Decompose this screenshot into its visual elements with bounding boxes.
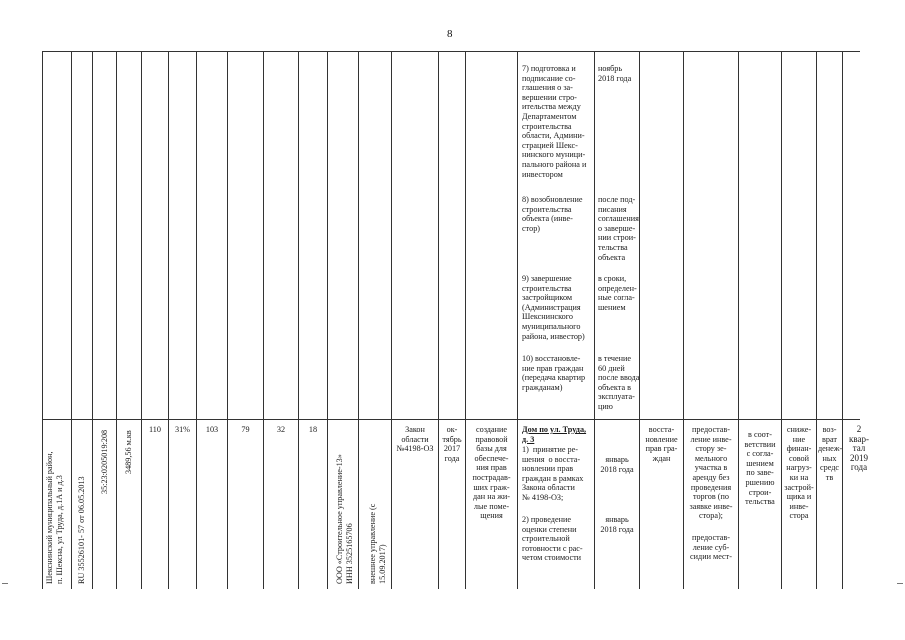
col-line xyxy=(594,51,595,589)
col-line xyxy=(42,51,43,589)
accordance-cell: в соот- ветствии с согла- шением по заве- ршению строи- тельства xyxy=(744,430,776,507)
law-cell: Закон области №4198-ОЗ xyxy=(396,425,434,454)
col-line xyxy=(816,51,817,589)
col-line xyxy=(842,51,843,589)
measures-1-cell: предостав- ление инве- стору зе- мельного участка в аренду без проведения торгов (по заявке инве- стора); xyxy=(689,425,733,521)
col-line xyxy=(391,51,392,589)
step-2-date: январь 2018 года xyxy=(600,515,634,534)
step-7-deadline: ноябрь 2018 года xyxy=(598,64,632,83)
step-10-text: 10) восстановле- ние прав граждан (передача квартир гражданам) xyxy=(522,354,586,392)
house-title: Дом по ул. Труда, д. 3 xyxy=(522,425,587,444)
quarter-cell: 2 квар- тал 2019 года xyxy=(849,424,869,473)
area-cell: 3489,56 м.кв xyxy=(124,430,133,474)
percent-cell: 31% xyxy=(174,425,190,434)
cadastral-cell: 35:23:0205019:208 xyxy=(100,429,109,494)
col-line xyxy=(639,51,640,589)
permit-cell: RU 35526101- 57 от 06.05.2013 xyxy=(77,476,86,584)
col-line xyxy=(71,51,72,589)
col-line xyxy=(196,51,197,589)
refund-cell: воз- врат денеж- ных средс тв xyxy=(818,425,843,482)
measures-2-cell: предостав- ление суб- сидии мест- xyxy=(690,533,732,562)
col-line xyxy=(781,51,782,589)
step-2-text: 2) проведение оценки степени строительной готовности с рас- четом стоимости xyxy=(522,515,583,563)
goal-cell: создание правовой базы для обеспече- ния прав пострадав- ших граж- дан на жи- лые поме- щения xyxy=(472,425,511,521)
col-line xyxy=(116,51,117,589)
num1-cell: 110 xyxy=(149,425,161,434)
developer-cell: ООО «Строительное управление-13» ИНН 3525165706 xyxy=(335,454,354,584)
step-10-deadline: в течение 60 дней после ввода объекта в эксплуата- цию xyxy=(598,354,640,411)
num3-cell: 79 xyxy=(241,425,250,434)
col-line xyxy=(227,51,228,589)
col-line xyxy=(298,51,299,589)
step-9-text: 9) завершение строительства застройщиком (Администрация Шекснинского муниципального района, инвестор) xyxy=(522,274,585,341)
col-line xyxy=(141,51,142,589)
col-line xyxy=(438,51,439,589)
col-line xyxy=(92,51,93,589)
reduction-cell: сниже- ние финан- совой нагруз- ки на застрой- щика и инве- стора xyxy=(784,425,814,521)
num5-cell: 18 xyxy=(308,425,318,434)
num4-cell: 32 xyxy=(276,425,286,434)
step-8-deadline: после под- писания соглашения о заверше- нии строи- тельства объекта xyxy=(598,195,639,262)
result-cell: восста- новление прав гра- ждан xyxy=(645,425,678,463)
step-7-text: 7) подготовка и подписание со- глашения о за- вершении стро- ительства между Департаментом строительства области, Админи- страцией Шекс- нинского муници- пального района и инвестором xyxy=(522,64,587,179)
num2-cell: 103 xyxy=(205,425,219,434)
col-line xyxy=(683,51,684,589)
col-line xyxy=(263,51,264,589)
col-line xyxy=(168,51,169,589)
management-cell: внешнее управление (с 15.09.2017) xyxy=(368,503,387,584)
col-line xyxy=(517,51,518,589)
col-line xyxy=(358,51,359,589)
law-date-cell: ок- тябрь 2017 года xyxy=(442,425,462,463)
col-line xyxy=(738,51,739,589)
scan-mark xyxy=(897,583,903,584)
page-number: 8 xyxy=(447,28,453,40)
step-8-text: 8) возобновление строительства объекта (инве- стор) xyxy=(522,195,583,233)
step-1-date: январь 2018 года xyxy=(600,455,634,474)
col-line xyxy=(465,51,466,589)
col-line xyxy=(327,51,328,589)
step-9-deadline: в сроки, определен- ные согла- шением xyxy=(598,274,637,312)
address-cell: Шекснинский муниципальный район, п. Шексна, ул Труда, д.1А и д.3 xyxy=(45,451,64,584)
scan-mark xyxy=(2,583,8,584)
step-1-text: 1) принятие ре- шения о восста- новлении прав граждан в рамках Закона области № 4198-ОЗ; xyxy=(522,445,584,502)
